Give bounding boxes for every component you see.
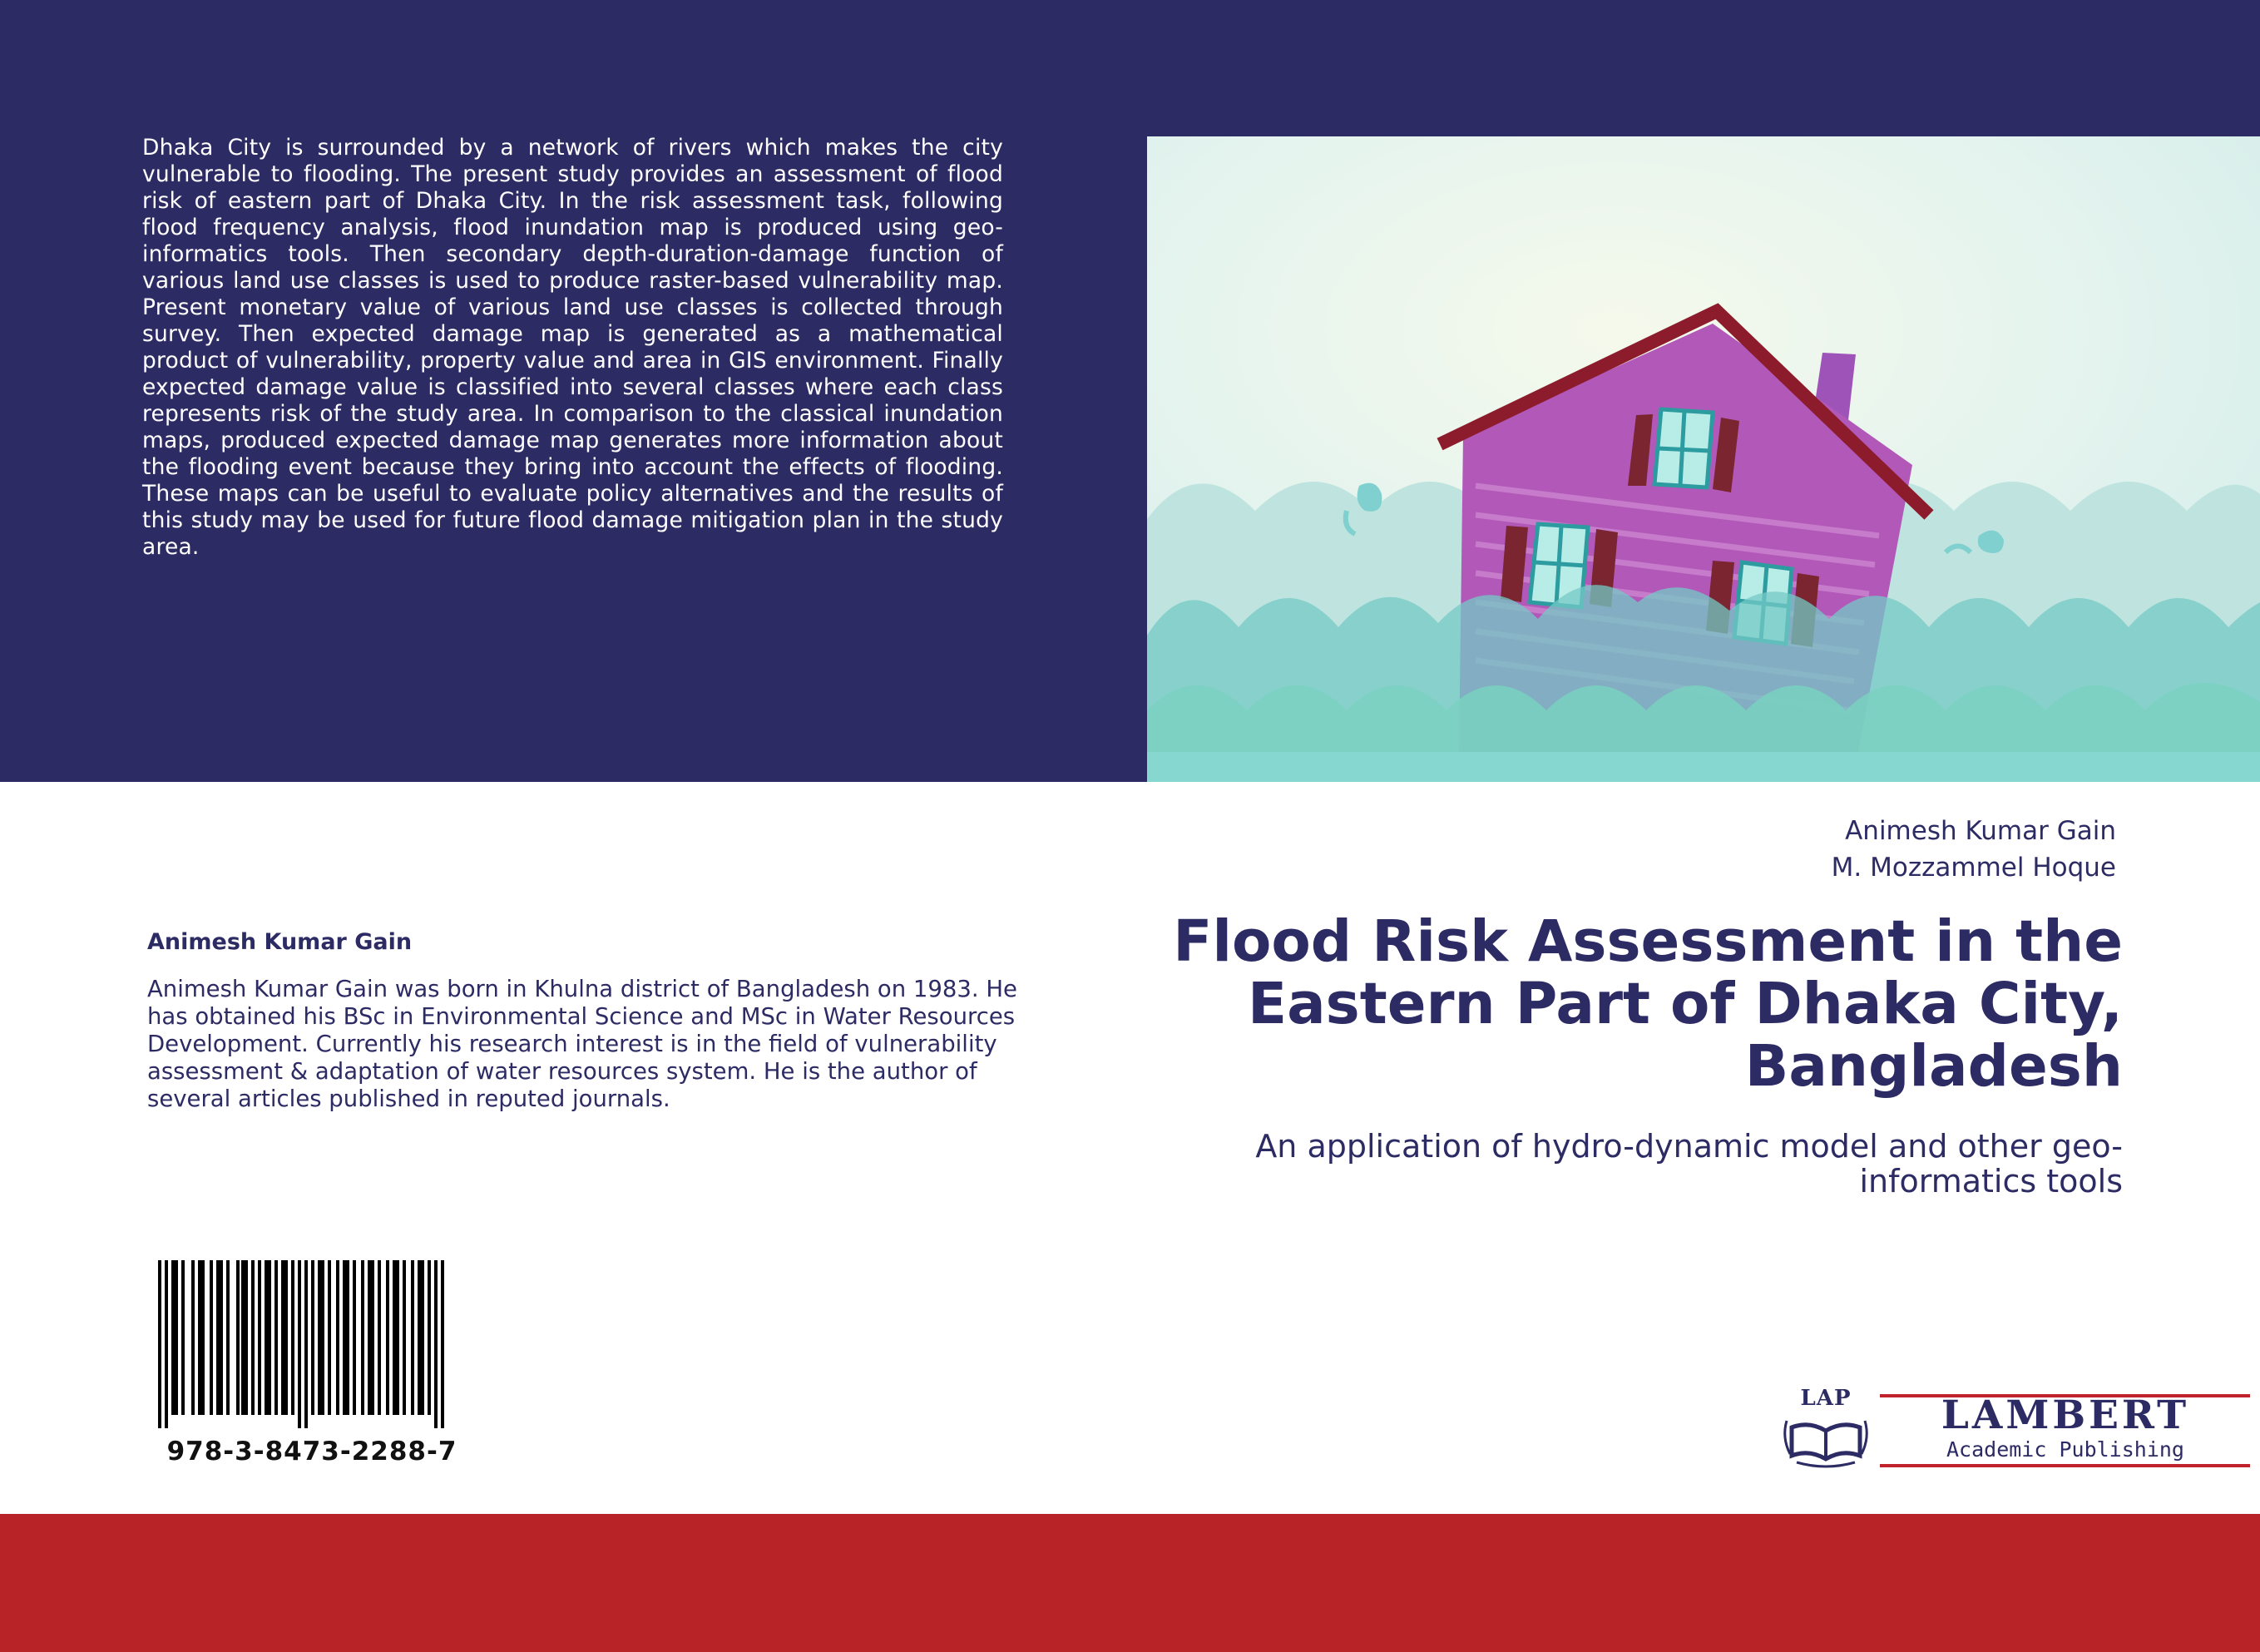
publisher-subtitle: Academic Publishing (1946, 1437, 2184, 1462)
isbn-number: 978-3-8473-2288-7 (166, 1437, 457, 1467)
book-title: Flood Risk Assessment in the Eastern Part of Dhaka City, Bangladesh (1173, 908, 2123, 1100)
book-emblem-icon (1780, 1387, 1872, 1471)
book-subtitle: An application of hydro-dynamic model and other geo-informatics tools (1255, 1128, 2123, 1199)
author-name: Animesh Kumar Gain (1845, 816, 2116, 846)
flooded-house-illustration (1147, 136, 2260, 782)
publisher-name: LAMBERT (1941, 1392, 2190, 1438)
barcode (158, 1260, 474, 1428)
author-list (1832, 813, 2116, 886)
bottom-band (0, 1514, 2260, 1652)
publisher-rule-bottom (1880, 1464, 2250, 1467)
publisher-emblem-text: LAP (1800, 1386, 1852, 1411)
author-name: M. Mozzammel Hoque (1831, 853, 2116, 883)
back-cover-blurb: Dhaka City is surrounded by a network of rivers which makes the city vulnerable to flooding. The present study provides an assessment of flood risk of eastern part of Dhaka City. In the risk assessment task, following flood frequency analysis, flood inundation map is produced using geo-informatics tools. Then secondary depth-duration-damage function of various land use classes is used to produce raster-based vulnerability map. Present monetary value of various land use classes is collected through survey. Then expected damage map is generated as a mathematical product of vulnerability, property value and area in GIS environment. Finally expected damage value is classified into several classes where each class represents risk of the study area. In comparison to the classical inundation maps, produced expected damage map generates more information about the flooding event because they bring into account the effects of flooding. These maps can be useful to evaluate policy alternatives and the results of this study may be used for future flood damage mitigation plan in the study area. (142, 135, 1003, 560)
author-bio: Animesh Kumar Gain was born in Khulna district of Bangladesh on 1983. He has obtained his BSc in Environmental Science and MSc in Water Resources Development. Currently his research interest is in the field of vulnerability assessment & adaptation of water resources system. He is the author of several articles published in reputed journals. (147, 976, 1017, 1112)
house-flooded-icon (1147, 136, 2260, 782)
bio-heading: Animesh Kumar Gain (147, 929, 413, 955)
publisher-logo (1780, 1386, 2190, 1471)
